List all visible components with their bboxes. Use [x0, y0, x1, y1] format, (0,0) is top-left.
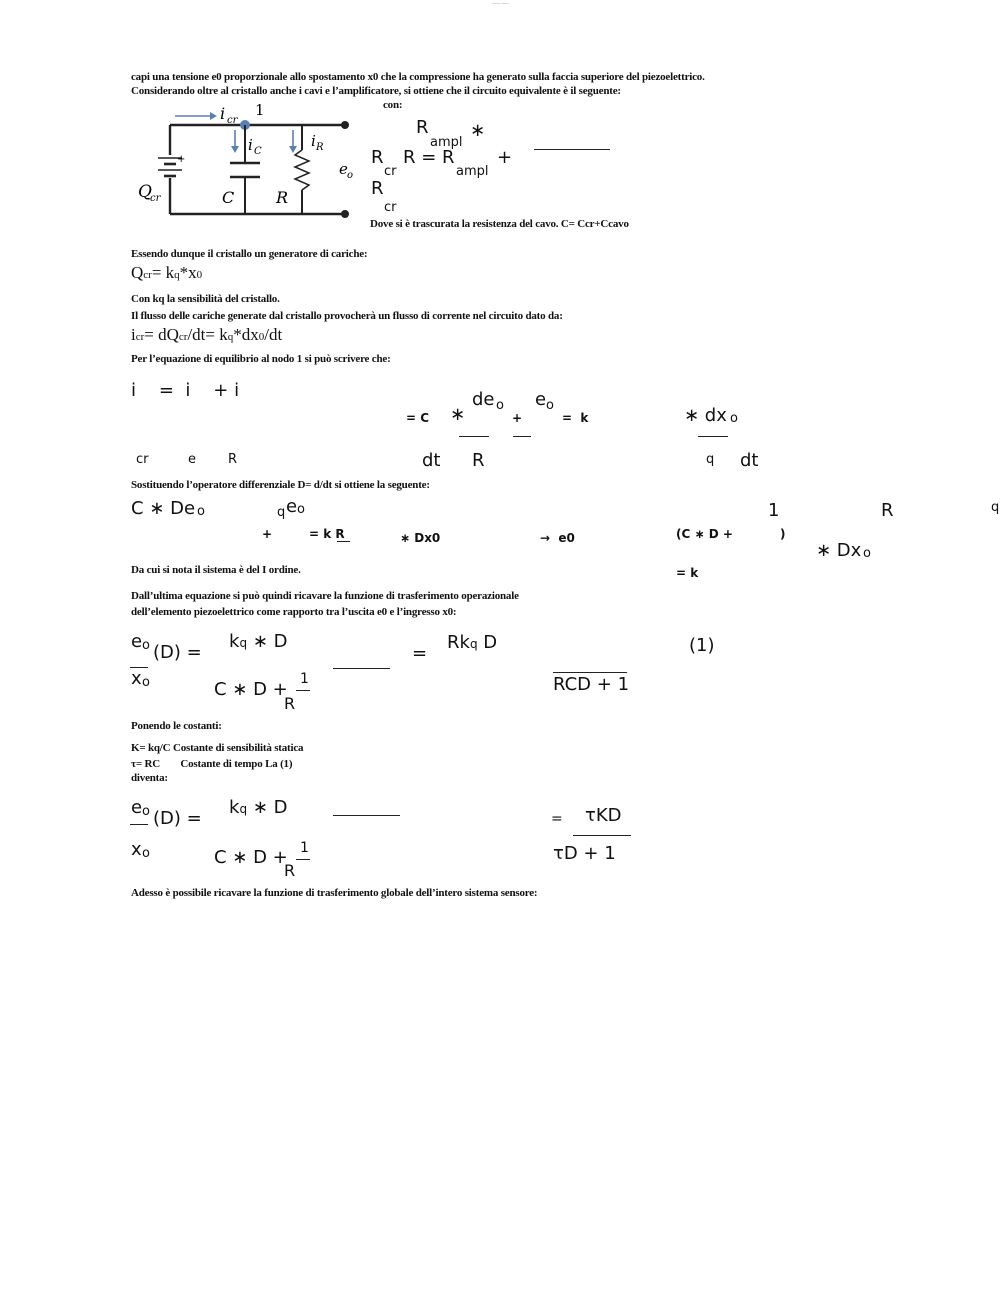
node-eq-q: q: [706, 452, 715, 467]
op-eq-q-far: q: [991, 500, 1000, 515]
node-eq-dx: ∗ dx: [684, 405, 727, 426]
node-eq-sub-e: e: [188, 452, 196, 467]
tf2-eo-line: [130, 824, 148, 825]
cr-sub-left: cr: [384, 164, 397, 179]
op-eq-c-de-sub: o: [197, 504, 205, 519]
i-r-label: i: [311, 132, 316, 150]
r-formula-plus: +: [497, 147, 513, 168]
node-eq-lhs: i = i + i: [131, 380, 240, 401]
tau-definition: τ= RC Costante di tempo La (1): [131, 758, 293, 770]
node-eq-e: e: [535, 389, 547, 410]
tf1-e: e: [131, 631, 143, 652]
paragraph-5: Il flusso delle cariche generate dal cristallo provocherà un flusso di corrente nel circuito dato da:: [131, 310, 563, 322]
tf1-one-r-line: [296, 690, 310, 691]
tf2-e-sub: o: [142, 804, 150, 819]
op-eq-close: ): [780, 527, 786, 541]
op-eq-kr: = k R: [309, 527, 345, 541]
q-cr-label: Q: [138, 182, 152, 202]
tf2-x: x: [131, 839, 142, 860]
node-eq-star1: ∗: [450, 404, 466, 425]
cr-sub-bottom: cr: [384, 200, 397, 215]
current-equation: icr= dQcr/dt= kq*dx0/dt: [131, 325, 283, 344]
op-eq-dxo-sub: o: [863, 546, 871, 561]
tf2-tkd: τKD: [585, 805, 622, 826]
tf2-frac-line: [333, 815, 400, 816]
tf1-rkqd: Rkq D: [447, 632, 498, 653]
tf2-one-r-line: [296, 859, 310, 860]
op-eq-r: R: [881, 500, 894, 521]
node-eq-de: de: [472, 389, 495, 410]
r-formula-star: ∗: [470, 120, 486, 141]
r-ampl-top: R: [416, 117, 429, 138]
op-eq-k: = k: [676, 566, 699, 580]
tf1-frac-line: [333, 668, 390, 669]
ampl-sub-eq: ampl: [456, 164, 489, 179]
r-eq: R = R: [403, 147, 455, 168]
paragraph-6: Per l’equazione di equilibrio al nodo 1 si può scrivere che:: [131, 353, 391, 365]
node-eq-de-sub: o: [496, 398, 504, 413]
i-cr-label: i: [220, 104, 226, 123]
node-eq-sub-cr: cr: [136, 452, 149, 467]
cable-note: Dove si è trascurata la resistenza del cavo. C= Ccr+Ccavo: [370, 218, 629, 230]
node-eq-frac2: [513, 436, 531, 437]
i-r-sub: R: [316, 142, 324, 153]
paragraph-11: Ponendo le costanti:: [131, 720, 222, 732]
paragraph-3: Essendo dunque il cristallo un generatore di cariche:: [131, 248, 368, 260]
tf2-one: 1: [300, 840, 309, 856]
op-eq-q: q: [277, 505, 286, 520]
op-eq-kr-underline: [337, 541, 350, 542]
paragraph-7: Sostituendo l’operatore differenziale D= d/dt si ottiene la seguente:: [131, 479, 430, 491]
terminal-top: [341, 121, 349, 129]
tf1-eq: =: [412, 643, 428, 664]
r-formula-fraction-line: [534, 149, 610, 150]
tf2-c-d: C ∗ D +: [214, 847, 288, 868]
tf1-rcd: RCD + 1: [553, 674, 630, 695]
node-eq-e-sub: o: [546, 398, 554, 413]
circuit-diagram: [130, 100, 370, 225]
i-cr-sub: cr: [227, 115, 238, 126]
paragraph-4: Con kq la sensibilità del cristallo.: [131, 293, 280, 305]
tf1-r: R: [284, 694, 296, 713]
q-cr-sub: cr: [150, 193, 161, 204]
tf2-x-sub: o: [142, 846, 150, 861]
e-o-sub: o: [347, 170, 354, 181]
tf2-kq: kq ∗ D: [229, 797, 288, 818]
header-mark: —— ——: [492, 0, 510, 5]
node-eq-dt1: dt: [422, 450, 441, 471]
node-label: 1: [255, 101, 265, 119]
op-eq-c-d-plus: (C ∗ D +: [676, 527, 733, 541]
op-eq-dx0: ∗ Dx0: [400, 531, 441, 545]
tf2-eq: =: [551, 811, 563, 827]
capacitor-label: C: [222, 188, 235, 207]
op-eq-c-de: C ∗ De: [131, 498, 196, 519]
tf1-x: x: [131, 668, 142, 689]
node-eq-sub-r: R: [228, 452, 238, 467]
source-plus: +: [177, 154, 186, 165]
tf1-e-sub: o: [142, 638, 150, 653]
node-eq-dt2: dt: [740, 450, 759, 471]
node-eq-k: = k: [562, 411, 589, 425]
op-eq-e-sub: o: [297, 502, 305, 517]
tf2-d: (D) =: [153, 808, 202, 829]
paragraph-9: Dall’ultima equazione si può quindi ricavare la funzione di trasferimento operazionale: [131, 590, 519, 602]
node-eq-dx-sub: o: [730, 411, 738, 426]
node-eq-c: = C: [406, 411, 430, 425]
paragraph-2: Considerando oltre al cristallo anche i cavi e l’amplificatore, si ottiene che il circuito equivalente è il seguente:: [131, 85, 621, 97]
tf2-e: e: [131, 797, 143, 818]
node-eq-r: R: [472, 450, 485, 471]
k-definition: K= kq/C Costante di sensibilità statica: [131, 742, 304, 754]
diventa-label: diventa:: [131, 772, 168, 784]
paragraph-8: Da cui si nota il sistema è del I ordine.: [131, 564, 301, 576]
tf1-x-sub: o: [142, 675, 150, 690]
resistor-label: R: [276, 188, 289, 207]
paragraph-10: dell’elemento piezoelettrico come rapporto tra l’uscita e0 e l’ingresso x0:: [131, 606, 457, 618]
i-c-sub: C: [254, 146, 262, 157]
paragraph-12: Adesso è possibile ricavare la funzione di trasferimento globale dell’intero sistema sensore:: [131, 887, 538, 899]
tf1-kq: kq ∗ D: [229, 631, 288, 652]
tf1-rcd-line: [553, 672, 627, 673]
op-eq-plus: +: [262, 527, 273, 541]
tf1-label: (1): [689, 635, 715, 656]
tf1-c-d: C ∗ D +: [214, 679, 288, 700]
terminal-bottom: [341, 210, 349, 218]
node-eq-frac1: [459, 436, 489, 437]
op-eq-arrow: → e0: [540, 531, 575, 545]
op-eq-dxo: ∗ Dx: [816, 540, 862, 561]
r-cr-left: R: [371, 147, 384, 168]
tf1-one: 1: [300, 671, 309, 687]
charge-equation: Qcr= kq*x0: [131, 263, 203, 282]
tf2-td: τD + 1: [553, 843, 616, 864]
i-c-label: i: [248, 136, 253, 154]
con-label: con:: [383, 99, 403, 111]
ampl-sub-top: ampl: [430, 135, 463, 150]
e-o-label: e: [339, 160, 348, 178]
node-eq-frac3: [698, 436, 728, 437]
op-eq-e: e: [286, 496, 298, 517]
r-bottom: R: [371, 178, 384, 199]
tf2-tkd-line: [573, 835, 631, 836]
op-eq-one: 1: [768, 500, 780, 521]
node-eq-plus: +: [512, 411, 523, 425]
paragraph-1: capi una tensione e0 proporzionale allo spostamento x0 che la compressione ha generato sulla faccia superiore del piezoelettrico.: [131, 71, 705, 83]
tf1-d: (D) =: [153, 642, 202, 663]
tf2-r: R: [284, 861, 296, 880]
